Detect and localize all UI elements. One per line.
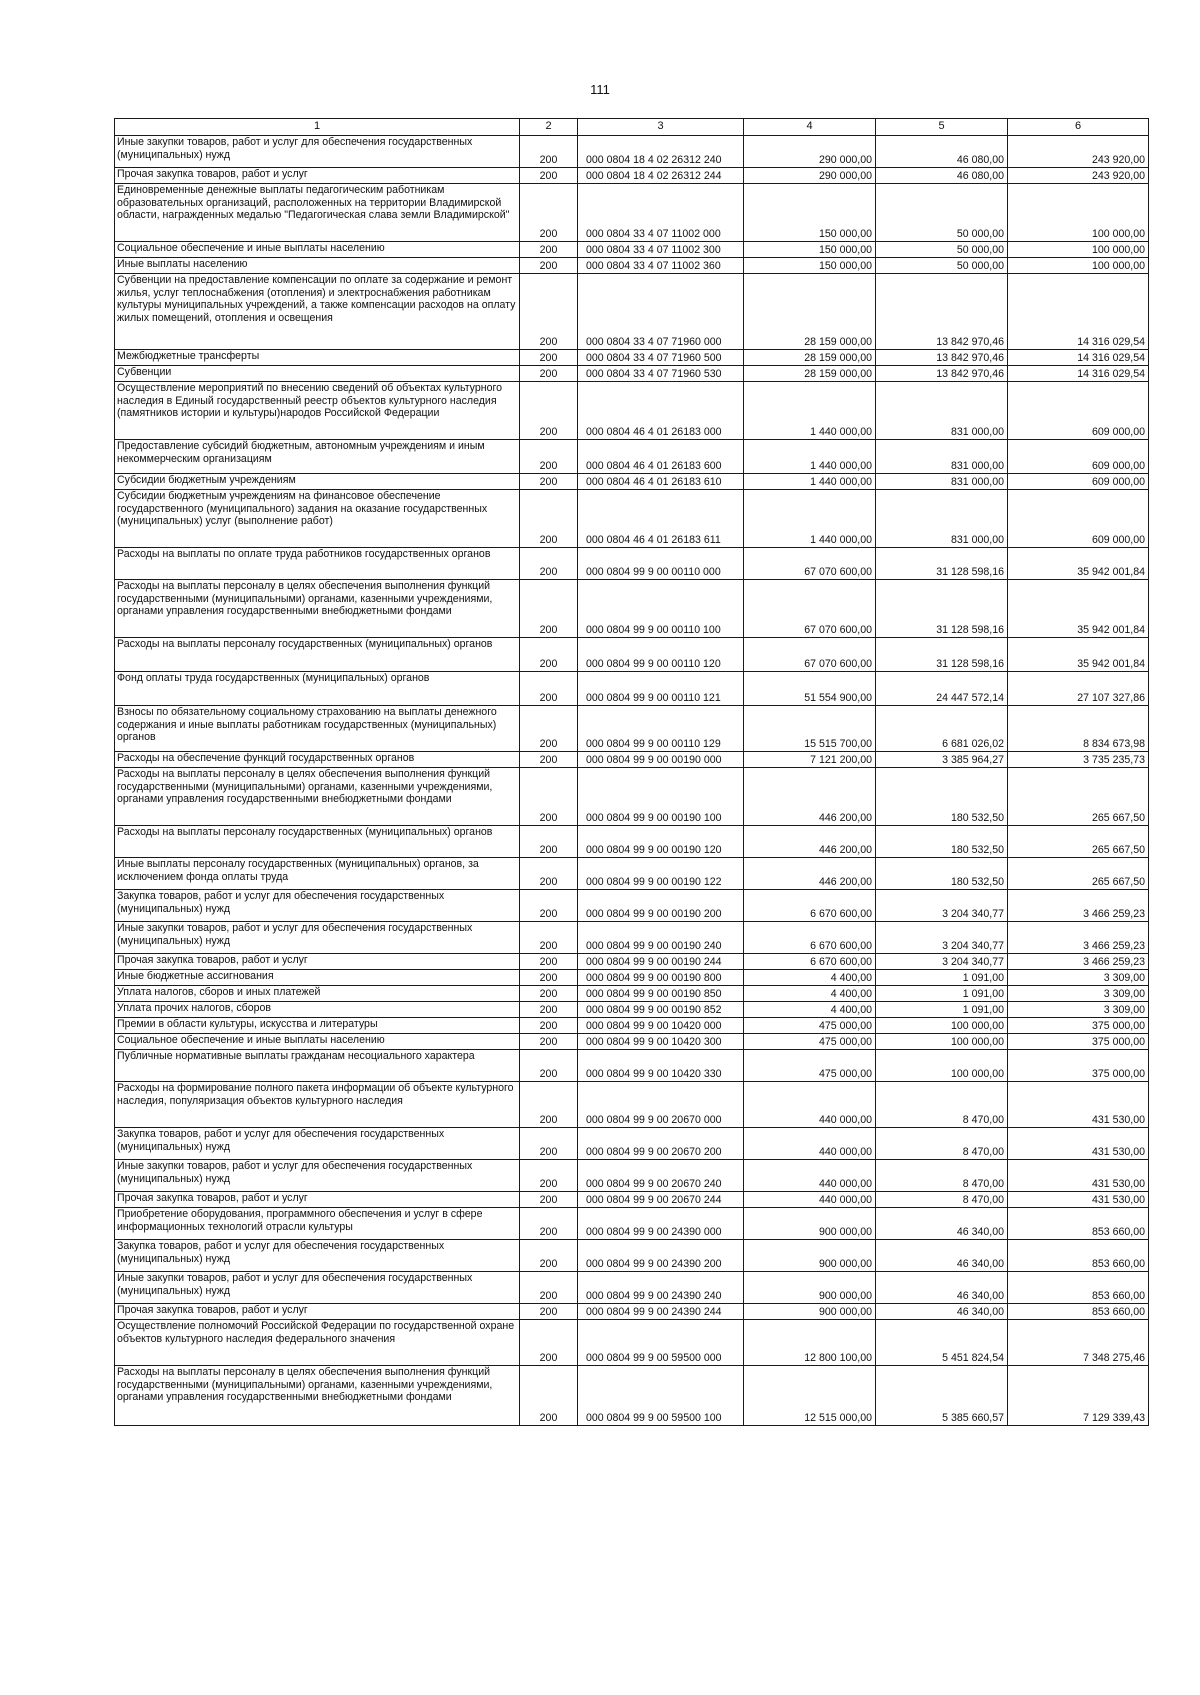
code-cell: 200 <box>520 258 578 274</box>
executed-amount-cell: 46 340,00 <box>876 1304 1008 1320</box>
table-row <box>115 350 1149 366</box>
table-row <box>115 242 1149 258</box>
table-row <box>115 858 1149 890</box>
planned-amount-cell: 150 000,00 <box>744 242 876 258</box>
executed-amount-cell: 31 128 598,16 <box>876 638 1008 672</box>
planned-amount-cell: 290 000,00 <box>744 168 876 184</box>
table-row <box>115 970 1149 986</box>
remaining-amount-cell: 853 660,00 <box>1008 1272 1149 1304</box>
code-cell: 200 <box>520 954 578 970</box>
remaining-amount-cell: 609 000,00 <box>1008 474 1149 490</box>
executed-amount-cell: 100 000,00 <box>876 1034 1008 1050</box>
table-row <box>115 1160 1149 1192</box>
classifier-cell: 000 0804 99 9 00 10420 000 <box>578 1018 744 1034</box>
table-row <box>115 1128 1149 1160</box>
executed-amount-cell: 831 000,00 <box>876 490 1008 548</box>
expense-name-cell: Прочая закупка товаров, работ и услуг <box>115 1304 520 1320</box>
code-cell: 200 <box>520 474 578 490</box>
planned-amount-cell: 446 200,00 <box>744 768 876 826</box>
classifier-cell: 000 0804 99 9 00 00110 100 <box>578 580 744 638</box>
table-row <box>115 136 1149 168</box>
expense-name-cell: Иные закупки товаров, работ и услуг для обеспечения государственных (муниципальных) нужд <box>115 136 520 168</box>
executed-amount-cell: 8 470,00 <box>876 1192 1008 1208</box>
code-cell: 200 <box>520 548 578 580</box>
classifier-cell: 000 0804 99 9 00 20670 000 <box>578 1082 744 1128</box>
classifier-cell: 000 0804 18 4 02 26312 244 <box>578 168 744 184</box>
classifier-cell: 000 0804 33 4 07 71960 500 <box>578 350 744 366</box>
table-row <box>115 1082 1149 1128</box>
remaining-amount-cell: 100 000,00 <box>1008 242 1149 258</box>
code-cell: 200 <box>520 922 578 954</box>
executed-amount-cell: 13 842 970,46 <box>876 350 1008 366</box>
executed-amount-cell: 13 842 970,46 <box>876 274 1008 350</box>
executed-amount-cell: 50 000,00 <box>876 258 1008 274</box>
table-row <box>115 168 1149 184</box>
code-cell: 200 <box>520 168 578 184</box>
expense-name-cell: Уплата налогов, сборов и иных платежей <box>115 986 520 1002</box>
code-cell: 200 <box>520 490 578 548</box>
planned-amount-cell: 150 000,00 <box>744 258 876 274</box>
expense-name-cell: Взносы по обязательному социальному страхованию на выплаты денежного содержания и иные выплаты работникам государственных (муниципальных) органов <box>115 706 520 752</box>
classifier-cell: 000 0804 99 9 00 00110 120 <box>578 638 744 672</box>
planned-amount-cell: 67 070 600,00 <box>744 548 876 580</box>
planned-amount-cell: 900 000,00 <box>744 1240 876 1272</box>
expense-name-cell: Иные выплаты персоналу государственных (муниципальных) органов, за исключением фонда оплаты труда <box>115 858 520 890</box>
expense-name-cell: Расходы на выплаты персоналу в целях обеспечения выполнения функций государственными (муниципальными) органами, казенными учреждениями, органами управления государственными внебюджетными фондами <box>115 580 520 638</box>
expense-name-cell: Осуществление полномочий Российской Федерации по государственной охране объектов культурного наследия федерального значения <box>115 1320 520 1366</box>
remaining-amount-cell: 853 660,00 <box>1008 1240 1149 1272</box>
code-cell: 200 <box>520 366 578 382</box>
classifier-cell: 000 0804 99 9 00 24390 200 <box>578 1240 744 1272</box>
expense-name-cell: Социальное обеспечение и иные выплаты населению <box>115 1034 520 1050</box>
classifier-cell: 000 0804 99 9 00 20670 240 <box>578 1160 744 1192</box>
executed-amount-cell: 50 000,00 <box>876 184 1008 242</box>
expense-name-cell: Прочая закупка товаров, работ и услуг <box>115 168 520 184</box>
remaining-amount-cell: 375 000,00 <box>1008 1050 1149 1082</box>
code-cell: 200 <box>520 1366 578 1426</box>
code-cell: 200 <box>520 890 578 922</box>
expense-name-cell: Прочая закупка товаров, работ и услуг <box>115 954 520 970</box>
remaining-amount-cell: 100 000,00 <box>1008 258 1149 274</box>
classifier-cell: 000 0804 46 4 01 26183 600 <box>578 440 744 474</box>
classifier-cell: 000 0804 46 4 01 26183 610 <box>578 474 744 490</box>
code-cell: 200 <box>520 1082 578 1128</box>
classifier-cell: 000 0804 99 9 00 00190 120 <box>578 826 744 858</box>
code-cell: 200 <box>520 184 578 242</box>
planned-amount-cell: 440 000,00 <box>744 1128 876 1160</box>
planned-amount-cell: 475 000,00 <box>744 1034 876 1050</box>
planned-amount-cell: 900 000,00 <box>744 1272 876 1304</box>
table-row <box>115 706 1149 752</box>
executed-amount-cell: 46 080,00 <box>876 168 1008 184</box>
table-row <box>115 1240 1149 1272</box>
column-header: 2 <box>520 119 578 136</box>
classifier-cell: 000 0804 33 4 07 11002 360 <box>578 258 744 274</box>
executed-amount-cell: 46 340,00 <box>876 1208 1008 1240</box>
planned-amount-cell: 1 440 000,00 <box>744 490 876 548</box>
remaining-amount-cell: 35 942 001,84 <box>1008 638 1149 672</box>
remaining-amount-cell: 35 942 001,84 <box>1008 580 1149 638</box>
code-cell: 200 <box>520 1018 578 1034</box>
classifier-cell: 000 0804 99 9 00 00190 100 <box>578 768 744 826</box>
code-cell: 200 <box>520 970 578 986</box>
column-header: 6 <box>1008 119 1149 136</box>
classifier-cell: 000 0804 99 9 00 24390 240 <box>578 1272 744 1304</box>
table-row <box>115 890 1149 922</box>
classifier-cell: 000 0804 99 9 00 00190 852 <box>578 1002 744 1018</box>
remaining-amount-cell: 8 834 673,98 <box>1008 706 1149 752</box>
planned-amount-cell: 28 159 000,00 <box>744 274 876 350</box>
expense-name-cell: Субвенции <box>115 366 520 382</box>
expense-name-cell: Расходы на выплаты персоналу государственных (муниципальных) органов <box>115 826 520 858</box>
remaining-amount-cell: 265 667,50 <box>1008 826 1149 858</box>
budget-execution-table <box>114 118 1149 1426</box>
expense-name-cell: Закупка товаров, работ и услуг для обеспечения государственных (муниципальных) нужд <box>115 1128 520 1160</box>
table-row <box>115 1208 1149 1240</box>
classifier-cell: 000 0804 99 9 00 00190 244 <box>578 954 744 970</box>
remaining-amount-cell: 3 466 259,23 <box>1008 954 1149 970</box>
executed-amount-cell: 831 000,00 <box>876 474 1008 490</box>
classifier-cell: 000 0804 99 9 00 00190 800 <box>578 970 744 986</box>
table-row <box>115 1366 1149 1426</box>
classifier-cell: 000 0804 99 9 00 00190 240 <box>578 922 744 954</box>
code-cell: 200 <box>520 638 578 672</box>
classifier-cell: 000 0804 99 9 00 00110 129 <box>578 706 744 752</box>
code-cell: 200 <box>520 1304 578 1320</box>
executed-amount-cell: 180 532,50 <box>876 826 1008 858</box>
remaining-amount-cell: 35 942 001,84 <box>1008 548 1149 580</box>
code-cell: 200 <box>520 706 578 752</box>
executed-amount-cell: 100 000,00 <box>876 1018 1008 1034</box>
remaining-amount-cell: 431 530,00 <box>1008 1192 1149 1208</box>
table-row <box>115 672 1149 706</box>
remaining-amount-cell: 7 348 275,46 <box>1008 1320 1149 1366</box>
classifier-cell: 000 0804 99 9 00 00110 000 <box>578 548 744 580</box>
table-row <box>115 954 1149 970</box>
expense-name-cell: Предоставление субсидий бюджетным, автономным учреждениям и иным некоммерческим организациям <box>115 440 520 474</box>
expense-name-cell: Субсидии бюджетным учреждениям <box>115 474 520 490</box>
executed-amount-cell: 6 681 026,02 <box>876 706 1008 752</box>
expense-name-cell: Закупка товаров, работ и услуг для обеспечения государственных (муниципальных) нужд <box>115 1240 520 1272</box>
classifier-cell: 000 0804 99 9 00 00190 122 <box>578 858 744 890</box>
classifier-cell: 000 0804 99 9 00 24390 244 <box>578 1304 744 1320</box>
table-row <box>115 638 1149 672</box>
executed-amount-cell: 831 000,00 <box>876 382 1008 440</box>
expense-name-cell: Расходы на выплаты по оплате труда работников государственных органов <box>115 548 520 580</box>
planned-amount-cell: 7 121 200,00 <box>744 752 876 768</box>
code-cell: 200 <box>520 826 578 858</box>
column-header: 3 <box>578 119 744 136</box>
column-header: 1 <box>115 119 520 136</box>
remaining-amount-cell: 14 316 029,54 <box>1008 350 1149 366</box>
code-cell: 200 <box>520 752 578 768</box>
planned-amount-cell: 6 670 600,00 <box>744 922 876 954</box>
executed-amount-cell: 46 340,00 <box>876 1240 1008 1272</box>
code-cell: 200 <box>520 672 578 706</box>
remaining-amount-cell: 3 466 259,23 <box>1008 890 1149 922</box>
page-number: 111 <box>590 82 610 97</box>
code-cell: 200 <box>520 1208 578 1240</box>
classifier-cell: 000 0804 46 4 01 26183 611 <box>578 490 744 548</box>
executed-amount-cell: 31 128 598,16 <box>876 548 1008 580</box>
code-cell: 200 <box>520 274 578 350</box>
planned-amount-cell: 150 000,00 <box>744 184 876 242</box>
remaining-amount-cell: 375 000,00 <box>1008 1018 1149 1034</box>
table-row <box>115 258 1149 274</box>
remaining-amount-cell: 3 735 235,73 <box>1008 752 1149 768</box>
table-row <box>115 184 1149 242</box>
executed-amount-cell: 100 000,00 <box>876 1050 1008 1082</box>
expense-name-cell: Расходы на выплаты персоналу в целях обеспечения выполнения функций государственными (муниципальными) органами, казенными учреждениями, органами управления государственными внебюджетными фондами <box>115 768 520 826</box>
planned-amount-cell: 6 670 600,00 <box>744 890 876 922</box>
expense-name-cell: Иные закупки товаров, работ и услуг для обеспечения государственных (муниципальных) нужд <box>115 1160 520 1192</box>
code-cell: 200 <box>520 1034 578 1050</box>
classifier-cell: 000 0804 33 4 07 11002 300 <box>578 242 744 258</box>
remaining-amount-cell: 431 530,00 <box>1008 1160 1149 1192</box>
classifier-cell: 000 0804 99 9 00 10420 330 <box>578 1050 744 1082</box>
planned-amount-cell: 1 440 000,00 <box>744 474 876 490</box>
planned-amount-cell: 440 000,00 <box>744 1160 876 1192</box>
executed-amount-cell: 1 091,00 <box>876 970 1008 986</box>
classifier-cell: 000 0804 99 9 00 59500 100 <box>578 1366 744 1426</box>
executed-amount-cell: 5 385 660,57 <box>876 1366 1008 1426</box>
executed-amount-cell: 8 470,00 <box>876 1128 1008 1160</box>
table-row <box>115 1192 1149 1208</box>
planned-amount-cell: 15 515 700,00 <box>744 706 876 752</box>
code-cell: 200 <box>520 1320 578 1366</box>
table-row <box>115 768 1149 826</box>
remaining-amount-cell: 609 000,00 <box>1008 440 1149 474</box>
table-row <box>115 1002 1149 1018</box>
expense-name-cell: Расходы на обеспечение функций государственных органов <box>115 752 520 768</box>
classifier-cell: 000 0804 99 9 00 00190 200 <box>578 890 744 922</box>
remaining-amount-cell: 431 530,00 <box>1008 1128 1149 1160</box>
remaining-amount-cell: 375 000,00 <box>1008 1034 1149 1050</box>
expense-name-cell: Прочая закупка товаров, работ и услуг <box>115 1192 520 1208</box>
expense-name-cell: Иные закупки товаров, работ и услуг для обеспечения государственных (муниципальных) нужд <box>115 922 520 954</box>
table-row <box>115 580 1149 638</box>
table-row <box>115 274 1149 350</box>
classifier-cell: 000 0804 99 9 00 59500 000 <box>578 1320 744 1366</box>
table-row <box>115 826 1149 858</box>
expense-name-cell: Иные закупки товаров, работ и услуг для обеспечения государственных (муниципальных) нужд <box>115 1272 520 1304</box>
table-row <box>115 1304 1149 1320</box>
remaining-amount-cell: 265 667,50 <box>1008 858 1149 890</box>
executed-amount-cell: 3 204 340,77 <box>876 890 1008 922</box>
code-cell: 200 <box>520 1192 578 1208</box>
planned-amount-cell: 900 000,00 <box>744 1208 876 1240</box>
planned-amount-cell: 900 000,00 <box>744 1304 876 1320</box>
planned-amount-cell: 51 554 900,00 <box>744 672 876 706</box>
code-cell: 200 <box>520 1128 578 1160</box>
executed-amount-cell: 1 091,00 <box>876 986 1008 1002</box>
expense-name-cell: Уплата прочих налогов, сборов <box>115 1002 520 1018</box>
code-cell: 200 <box>520 858 578 890</box>
planned-amount-cell: 6 670 600,00 <box>744 954 876 970</box>
table-row <box>115 922 1149 954</box>
table-row <box>115 1018 1149 1034</box>
expense-name-cell: Приобретение оборудования, программного обеспечения и услуг в сфере информационных технологий отрасли культуры <box>115 1208 520 1240</box>
remaining-amount-cell: 243 920,00 <box>1008 168 1149 184</box>
remaining-amount-cell: 3 309,00 <box>1008 986 1149 1002</box>
expense-name-cell: Фонд оплаты труда государственных (муниципальных) органов <box>115 672 520 706</box>
code-cell: 200 <box>520 440 578 474</box>
classifier-cell: 000 0804 99 9 00 20670 244 <box>578 1192 744 1208</box>
remaining-amount-cell: 3 309,00 <box>1008 1002 1149 1018</box>
table-row <box>115 382 1149 440</box>
remaining-amount-cell: 609 000,00 <box>1008 490 1149 548</box>
planned-amount-cell: 1 440 000,00 <box>744 440 876 474</box>
remaining-amount-cell: 100 000,00 <box>1008 184 1149 242</box>
expense-name-cell: Расходы на формирование полного пакета информации об объекте культурного наследия, популяризация объектов культурного наследия <box>115 1082 520 1128</box>
table-row <box>115 548 1149 580</box>
planned-amount-cell: 28 159 000,00 <box>744 366 876 382</box>
remaining-amount-cell: 853 660,00 <box>1008 1304 1149 1320</box>
table-row <box>115 1272 1149 1304</box>
code-cell: 200 <box>520 1050 578 1082</box>
classifier-cell: 000 0804 99 9 00 10420 300 <box>578 1034 744 1050</box>
expense-name-cell: Иные бюджетные ассигнования <box>115 970 520 986</box>
expense-name-cell: Премии в области культуры, искусства и литературы <box>115 1018 520 1034</box>
classifier-cell: 000 0804 33 4 07 71960 000 <box>578 274 744 350</box>
executed-amount-cell: 180 532,50 <box>876 768 1008 826</box>
planned-amount-cell: 4 400,00 <box>744 986 876 1002</box>
expense-name-cell: Закупка товаров, работ и услуг для обеспечения государственных (муниципальных) нужд <box>115 890 520 922</box>
planned-amount-cell: 12 800 100,00 <box>744 1320 876 1366</box>
planned-amount-cell: 290 000,00 <box>744 136 876 168</box>
classifier-cell: 000 0804 46 4 01 26183 000 <box>578 382 744 440</box>
expense-name-cell: Иные выплаты населению <box>115 258 520 274</box>
planned-amount-cell: 446 200,00 <box>744 858 876 890</box>
executed-amount-cell: 13 842 970,46 <box>876 366 1008 382</box>
executed-amount-cell: 831 000,00 <box>876 440 1008 474</box>
expense-name-cell: Расходы на выплаты персоналу государственных (муниципальных) органов <box>115 638 520 672</box>
remaining-amount-cell: 14 316 029,54 <box>1008 274 1149 350</box>
expense-name-cell: Межбюджетные трансферты <box>115 350 520 366</box>
planned-amount-cell: 12 515 000,00 <box>744 1366 876 1426</box>
code-cell: 200 <box>520 242 578 258</box>
remaining-amount-cell: 14 316 029,54 <box>1008 366 1149 382</box>
table-row <box>115 440 1149 474</box>
table-row <box>115 1320 1149 1366</box>
planned-amount-cell: 475 000,00 <box>744 1050 876 1082</box>
executed-amount-cell: 3 385 964,27 <box>876 752 1008 768</box>
column-header: 4 <box>744 119 876 136</box>
classifier-cell: 000 0804 33 4 07 71960 530 <box>578 366 744 382</box>
table-row <box>115 366 1149 382</box>
planned-amount-cell: 1 440 000,00 <box>744 382 876 440</box>
code-cell: 200 <box>520 382 578 440</box>
expense-name-cell: Единовременные денежные выплаты педагогическим работникам образовательных организаций, расположенных на территории Владимирской области, награжденных медалью "Педагогическая слава земли Владимирской" <box>115 184 520 242</box>
table-row <box>115 1034 1149 1050</box>
executed-amount-cell: 1 091,00 <box>876 1002 1008 1018</box>
code-cell: 200 <box>520 1272 578 1304</box>
table-header-row <box>115 119 1149 136</box>
expense-name-cell: Субвенции на предоставление компенсации по оплате за содержание и ремонт жилья, услуг теплоснабжения (отопления) и электроснабжения работникам культуры муниципальных учреждений, а также компенсации расходов на оплату жилых помещений, отопления и освещения <box>115 274 520 350</box>
executed-amount-cell: 180 532,50 <box>876 858 1008 890</box>
planned-amount-cell: 475 000,00 <box>744 1018 876 1034</box>
planned-amount-cell: 4 400,00 <box>744 970 876 986</box>
remaining-amount-cell: 609 000,00 <box>1008 382 1149 440</box>
remaining-amount-cell: 3 466 259,23 <box>1008 922 1149 954</box>
classifier-cell: 000 0804 18 4 02 26312 240 <box>578 136 744 168</box>
planned-amount-cell: 4 400,00 <box>744 1002 876 1018</box>
remaining-amount-cell: 431 530,00 <box>1008 1082 1149 1128</box>
remaining-amount-cell: 243 920,00 <box>1008 136 1149 168</box>
table-row <box>115 474 1149 490</box>
table-row <box>115 986 1149 1002</box>
code-cell: 200 <box>520 1160 578 1192</box>
remaining-amount-cell: 27 107 327,86 <box>1008 672 1149 706</box>
code-cell: 200 <box>520 1240 578 1272</box>
classifier-cell: 000 0804 33 4 07 11002 000 <box>578 184 744 242</box>
executed-amount-cell: 46 080,00 <box>876 136 1008 168</box>
classifier-cell: 000 0804 99 9 00 00110 121 <box>578 672 744 706</box>
expense-name-cell: Публичные нормативные выплаты гражданам несоциального характера <box>115 1050 520 1082</box>
planned-amount-cell: 28 159 000,00 <box>744 350 876 366</box>
code-cell: 200 <box>520 136 578 168</box>
classifier-cell: 000 0804 99 9 00 20670 200 <box>578 1128 744 1160</box>
table-row <box>115 1050 1149 1082</box>
remaining-amount-cell: 3 309,00 <box>1008 970 1149 986</box>
planned-amount-cell: 446 200,00 <box>744 826 876 858</box>
classifier-cell: 000 0804 99 9 00 00190 850 <box>578 986 744 1002</box>
code-cell: 200 <box>520 580 578 638</box>
executed-amount-cell: 24 447 572,14 <box>876 672 1008 706</box>
planned-amount-cell: 440 000,00 <box>744 1192 876 1208</box>
code-cell: 200 <box>520 1002 578 1018</box>
executed-amount-cell: 3 204 340,77 <box>876 922 1008 954</box>
expense-name-cell: Социальное обеспечение и иные выплаты населению <box>115 242 520 258</box>
remaining-amount-cell: 265 667,50 <box>1008 768 1149 826</box>
planned-amount-cell: 67 070 600,00 <box>744 580 876 638</box>
code-cell: 200 <box>520 768 578 826</box>
classifier-cell: 000 0804 99 9 00 00190 000 <box>578 752 744 768</box>
table-row <box>115 752 1149 768</box>
executed-amount-cell: 8 470,00 <box>876 1160 1008 1192</box>
executed-amount-cell: 3 204 340,77 <box>876 954 1008 970</box>
remaining-amount-cell: 7 129 339,43 <box>1008 1366 1149 1426</box>
table-row <box>115 490 1149 548</box>
executed-amount-cell: 46 340,00 <box>876 1272 1008 1304</box>
classifier-cell: 000 0804 99 9 00 24390 000 <box>578 1208 744 1240</box>
expense-name-cell: Расходы на выплаты персоналу в целях обеспечения выполнения функций государственными (муниципальными) органами, казенными учреждениями, органами управления государственными внебюджетными фондами <box>115 1366 520 1426</box>
column-header: 5 <box>876 119 1008 136</box>
executed-amount-cell: 31 128 598,16 <box>876 580 1008 638</box>
expense-name-cell: Субсидии бюджетным учреждениям на финансовое обеспечение государственного (муниципального) задания на оказание государственных (муниципальных) услуг (выполнение работ) <box>115 490 520 548</box>
code-cell: 200 <box>520 986 578 1002</box>
code-cell: 200 <box>520 350 578 366</box>
executed-amount-cell: 50 000,00 <box>876 242 1008 258</box>
planned-amount-cell: 67 070 600,00 <box>744 638 876 672</box>
expense-name-cell: Осуществление мероприятий по внесению сведений об объектах культурного наследия в Единый государственный реестр объектов культурного наследия (памятников истории и культуры)народов Российской Федерации <box>115 382 520 440</box>
remaining-amount-cell: 853 660,00 <box>1008 1208 1149 1240</box>
executed-amount-cell: 8 470,00 <box>876 1082 1008 1128</box>
executed-amount-cell: 5 451 824,54 <box>876 1320 1008 1366</box>
planned-amount-cell: 440 000,00 <box>744 1082 876 1128</box>
